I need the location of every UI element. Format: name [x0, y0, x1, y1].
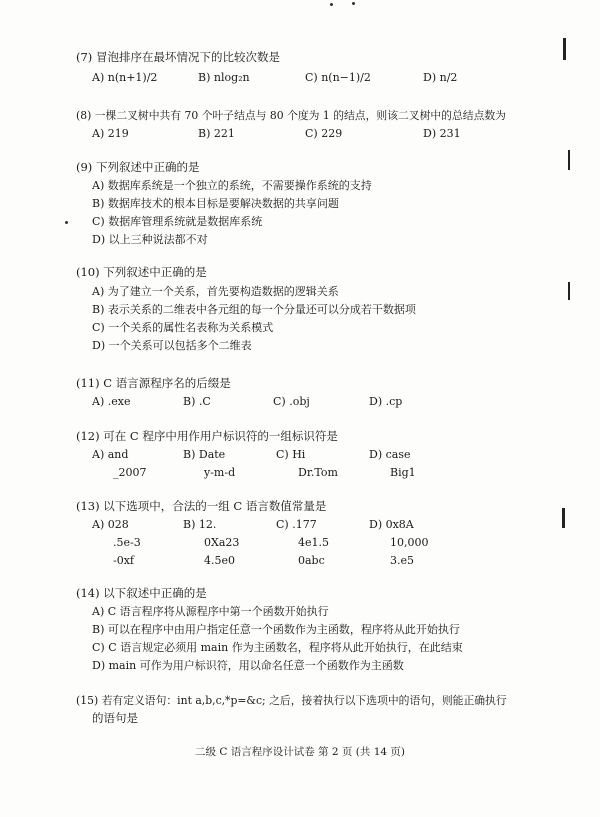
scan-mark — [562, 508, 565, 528]
q12-option-b-line2: y-m-d — [204, 466, 236, 479]
q9-option-b: B) 数据库技术的根本目标是要解决数据的共享问题 — [92, 197, 339, 210]
q8-option-d: D) 231 — [423, 127, 461, 140]
q13-option-d-line1: D) 0x8A — [369, 518, 414, 531]
question-9-title: (9) 下列叙述中正确的是 — [76, 160, 200, 174]
page-footer: 二级 C 语言程序设计试卷 第 2 页 (共 14 页) — [195, 746, 405, 758]
q12-option-a-line2: _2007 — [113, 466, 147, 479]
q9-option-d: D) 以上三种说法都不对 — [92, 233, 208, 246]
q14-option-d: D) main 可作为用户标识符，用以命名任意一个函数作为主函数 — [92, 659, 404, 672]
q13-option-c-line1: C) .177 — [276, 518, 317, 531]
q7-option-b: B) nlog₂n — [198, 71, 250, 84]
q11-option-d: D) .cp — [369, 395, 403, 408]
question-11-title: (11) C 语言源程序名的后缀是 — [76, 376, 231, 390]
question-8-title: (8) 一棵二叉树中共有 70 个叶子结点与 80 个度为 1 的结点，则该二叉树中的总结点数为 — [76, 109, 506, 122]
q12-option-d-line2: Big1 — [390, 466, 416, 479]
q10-option-c: C) 一个关系的属性名表称为关系模式 — [92, 321, 274, 334]
q7-option-a: A) n(n+1)/2 — [92, 71, 158, 84]
q12-option-b-line1: B) Date — [183, 448, 226, 461]
q9-option-c: C) 数据库管理系统就是数据库系统 — [92, 215, 263, 228]
q14-option-b: B) 可以在程序中由用户指定任意一个函数作为主函数，程序将从此开始执行 — [92, 623, 460, 636]
q13-option-a-line2: .5e-3 — [113, 536, 141, 549]
q13-option-d-line3: 3.e5 — [390, 554, 415, 567]
scan-mark — [568, 282, 570, 300]
q9-option-a: A) 数据库系统是一个独立的系统，不需要操作系统的支持 — [92, 179, 372, 192]
scan-dot — [330, 3, 333, 6]
q11-option-a: A) .exe — [92, 395, 131, 408]
scan-dot — [352, 2, 355, 5]
q12-option-c-line2: Dr.Tom — [298, 466, 338, 479]
q7-option-c: C) n(n−1)/2 — [305, 71, 371, 84]
q8-option-c: C) 229 — [305, 127, 343, 140]
q10-option-a: A) 为了建立一个关系，首先要构造数据的逻辑关系 — [92, 285, 339, 298]
q8-option-b: B) 221 — [198, 127, 235, 140]
q11-option-c: C) .obj — [273, 395, 310, 408]
q12-option-d-line1: D) case — [369, 448, 411, 461]
q13-option-a-line1: A) 028 — [92, 518, 129, 531]
q12-option-c-line1: C) Hi — [276, 448, 306, 461]
q10-option-b: B) 表示关系的二维表中各元组的每一个分量还可以分成若干数据项 — [92, 303, 416, 316]
question-15-line2: 的语句是 — [92, 711, 138, 725]
q14-option-c: C) C 语言规定必须用 main 作为主函数名，程序将从此开始执行，在此结束 — [92, 641, 463, 654]
q13-option-a-line3: -0xf — [113, 554, 134, 567]
q13-option-c-line2: 4e1.5 — [298, 536, 330, 549]
question-10-title: (10) 下列叙述中正确的是 — [76, 265, 207, 279]
question-7-title: (7) 冒泡排序在最坏情况下的比较次数是 — [76, 50, 280, 64]
q10-option-d: D) 一个关系可以包括多个二维表 — [92, 339, 252, 352]
q13-option-b-line3: 4.5e0 — [204, 554, 236, 567]
q12-option-a-line1: A) and — [92, 448, 129, 461]
q14-option-a: A) C 语言程序将从源程序中第一个函数开始执行 — [92, 605, 329, 618]
question-15-line1: (15) 若有定义语句：int a,b,c,*p=&c; 之后，接着执行以下选项中的语句，则能正确执行 — [76, 694, 507, 707]
q7-option-d: D) n/2 — [423, 71, 458, 84]
scan-mark — [568, 150, 570, 170]
q13-option-b-line1: B) 12. — [183, 518, 217, 531]
q13-option-d-line2: 10,000 — [390, 536, 429, 549]
q8-option-a: A) 219 — [92, 127, 129, 140]
question-12-title: (12) 可在 C 程序中用作用户标识符的一组标识符是 — [76, 429, 338, 443]
q11-option-b: B) .C — [183, 395, 211, 408]
q13-option-b-line2: 0Xa23 — [204, 536, 240, 549]
question-14-title: (14) 以下叙述中正确的是 — [76, 586, 207, 600]
scan-mark — [563, 38, 566, 60]
scan-dot — [65, 221, 68, 224]
question-13-title: (13) 以下选项中，合法的一组 C 语言数值常量是 — [76, 499, 327, 513]
q13-option-c-line3: 0abc — [298, 554, 325, 567]
